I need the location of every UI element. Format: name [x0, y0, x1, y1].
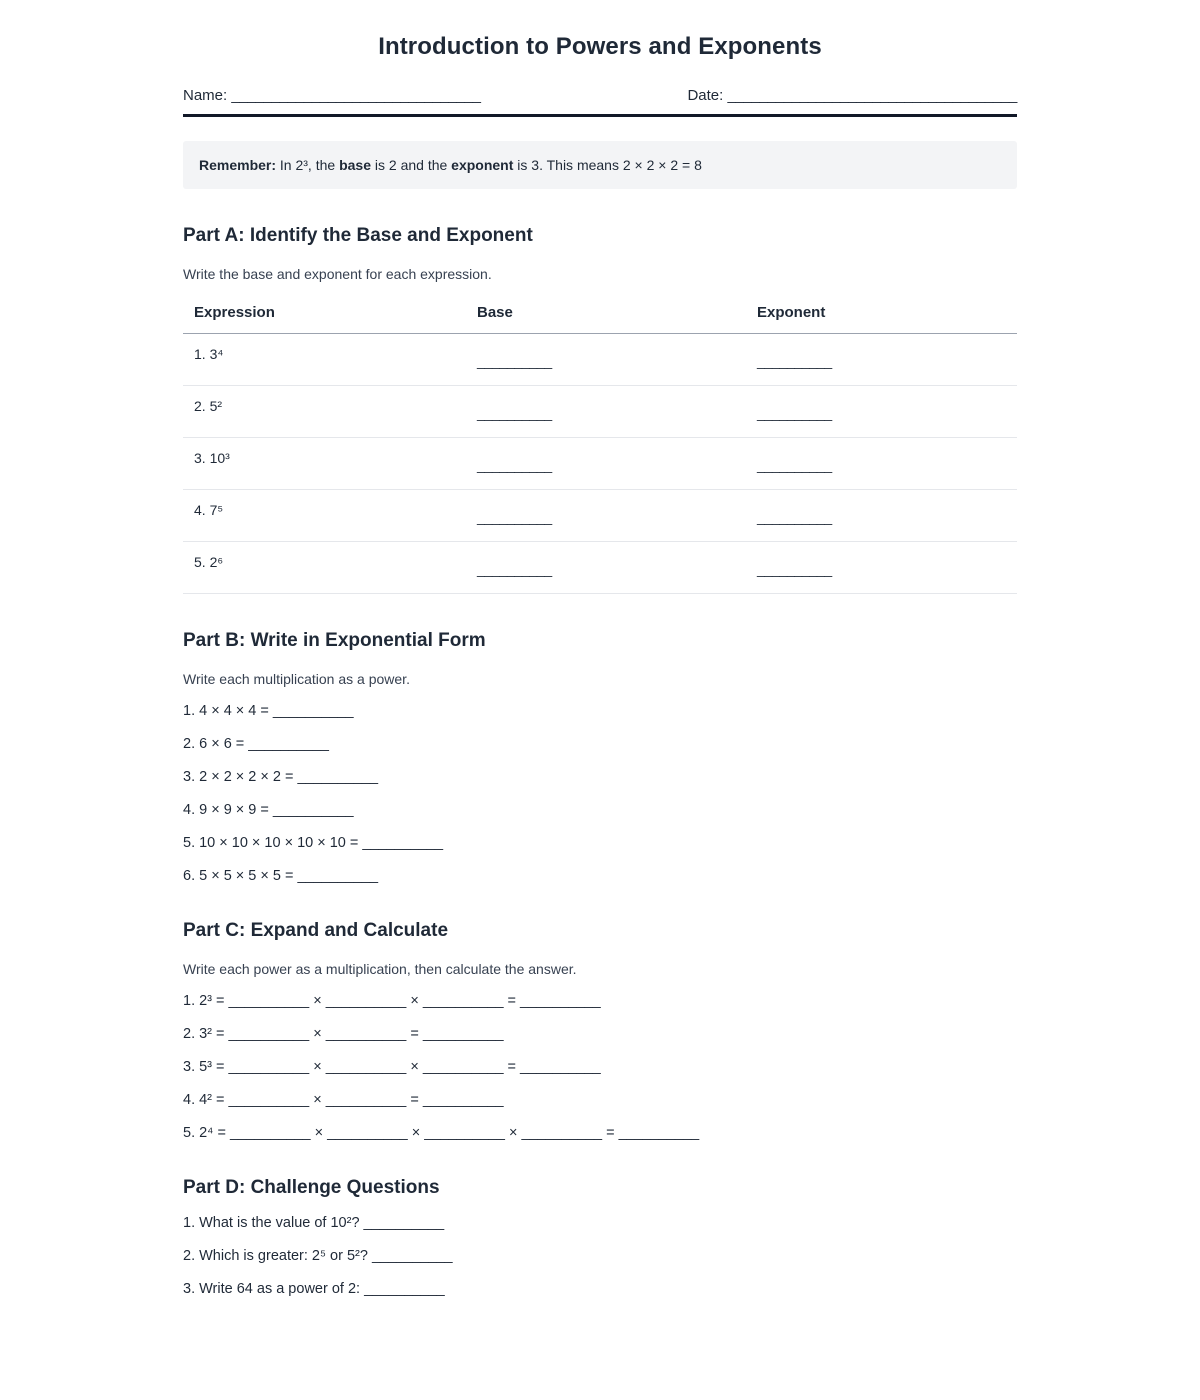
base-answer-cell[interactable]: [477, 386, 757, 438]
name-blank-line[interactable]: _______________________________: [231, 87, 481, 104]
question-item[interactable]: 3. 2 × 2 × 2 × 2 = __________: [183, 769, 379, 786]
expression-cell: 1. 3⁴: [183, 334, 477, 386]
section-part-b: [183, 630, 1017, 884]
remember-box: [183, 141, 1017, 189]
remember-bold-base: base: [339, 157, 371, 173]
exponent-answer-cell[interactable]: [757, 438, 1017, 490]
remember-text-3: is 3. This means 2 × 2 × 2 = 8: [513, 157, 702, 173]
table-row: [183, 542, 1017, 594]
part-c-heading: Part C: Expand and Calculate: [183, 920, 449, 942]
base-answer-cell[interactable]: [477, 334, 757, 386]
part-a-table: [183, 304, 1017, 594]
date-label: Date:: [687, 87, 724, 104]
question-item[interactable]: 6. 5 × 5 × 5 × 5 = __________: [183, 868, 379, 885]
base-blank-line[interactable]: __________: [477, 405, 552, 422]
question-item[interactable]: 4. 9 × 9 × 9 = __________: [183, 802, 354, 819]
part-b-question-list: [183, 703, 1017, 884]
page-title: Introduction to Powers and Exponents: [378, 33, 822, 60]
question-item[interactable]: 2. Which is greater: 2⁵ or 5²? __________: [183, 1248, 453, 1265]
student-info-row: [183, 87, 1017, 104]
table-row: [183, 386, 1017, 438]
part-b-instruction: Write each multiplication as a power.: [183, 671, 410, 688]
header-divider: [183, 114, 1017, 117]
base-blank-line[interactable]: __________: [477, 353, 552, 370]
question-item[interactable]: 1. 2³ = __________ × __________ × __________ = __________: [183, 993, 601, 1010]
column-header-exponent: Exponent: [757, 304, 1017, 334]
section-part-d: [183, 1177, 1017, 1297]
date-blank-line[interactable]: ____________________________________: [727, 87, 1017, 104]
question-item[interactable]: 3. Write 64 as a power of 2: __________: [183, 1281, 445, 1298]
base-answer-cell[interactable]: [477, 490, 757, 542]
exponent-blank-line[interactable]: __________: [757, 353, 832, 370]
question-item[interactable]: 1. What is the value of 10²? __________: [183, 1215, 445, 1232]
part-b-heading: Part B: Write in Exponential Form: [183, 630, 486, 652]
part-a-heading: Part A: Identify the Base and Exponent: [183, 225, 533, 247]
question-item[interactable]: 4. 4² = __________ × __________ = __________: [183, 1092, 504, 1109]
section-part-a: [183, 225, 1017, 594]
table-row: [183, 334, 1017, 386]
name-field: [183, 87, 687, 104]
section-part-c: [183, 920, 1017, 1141]
remember-text-2: is 2 and the: [371, 157, 452, 173]
base-answer-cell[interactable]: [477, 542, 757, 594]
column-header-expression: Expression: [183, 304, 477, 334]
expression-cell: 5. 2⁶: [183, 542, 477, 594]
remember-text-1: In 2³, the: [276, 157, 340, 173]
question-item[interactable]: 2. 3² = __________ × __________ = __________: [183, 1026, 504, 1043]
question-item[interactable]: 5. 10 × 10 × 10 × 10 × 10 = __________: [183, 835, 444, 852]
exponent-answer-cell[interactable]: [757, 386, 1017, 438]
question-item[interactable]: 1. 4 × 4 × 4 = __________: [183, 703, 354, 720]
table-row: [183, 438, 1017, 490]
part-d-heading: Part D: Challenge Questions: [183, 1177, 440, 1199]
base-blank-line[interactable]: __________: [477, 561, 552, 578]
part-c-instruction: Write each power as a multiplication, then calculate the answer.: [183, 961, 577, 978]
table-row: [183, 490, 1017, 542]
remember-bold-exponent: exponent: [451, 157, 514, 173]
exponent-answer-cell[interactable]: [757, 334, 1017, 386]
question-item[interactable]: 5. 2⁴ = __________ × __________ × __________ × __________ = __________: [183, 1125, 700, 1142]
expression-cell: 3. 10³: [183, 438, 477, 490]
exponent-blank-line[interactable]: __________: [757, 561, 832, 578]
base-blank-line[interactable]: __________: [477, 457, 552, 474]
part-d-question-list: [183, 1215, 1017, 1297]
base-answer-cell[interactable]: [477, 438, 757, 490]
question-item[interactable]: 3. 5³ = __________ × __________ × __________ = __________: [183, 1059, 601, 1076]
column-header-base: Base: [477, 304, 757, 334]
table-header-row: [183, 304, 1017, 334]
part-c-question-list: [183, 993, 1017, 1141]
expression-cell: 4. 7⁵: [183, 490, 477, 542]
exponent-blank-line[interactable]: __________: [757, 405, 832, 422]
exponent-blank-line[interactable]: __________: [757, 457, 832, 474]
expression-cell: 2. 5²: [183, 386, 477, 438]
name-label: Name:: [183, 87, 228, 104]
exponent-answer-cell[interactable]: [757, 490, 1017, 542]
question-item[interactable]: 2. 6 × 6 = __________: [183, 736, 329, 753]
part-a-instruction: Write the base and exponent for each expression.: [183, 266, 492, 283]
exponent-answer-cell[interactable]: [757, 542, 1017, 594]
exponent-blank-line[interactable]: __________: [757, 509, 832, 526]
remember-label: Remember:: [199, 157, 277, 173]
date-field: [687, 87, 1017, 104]
base-blank-line[interactable]: __________: [477, 509, 552, 526]
